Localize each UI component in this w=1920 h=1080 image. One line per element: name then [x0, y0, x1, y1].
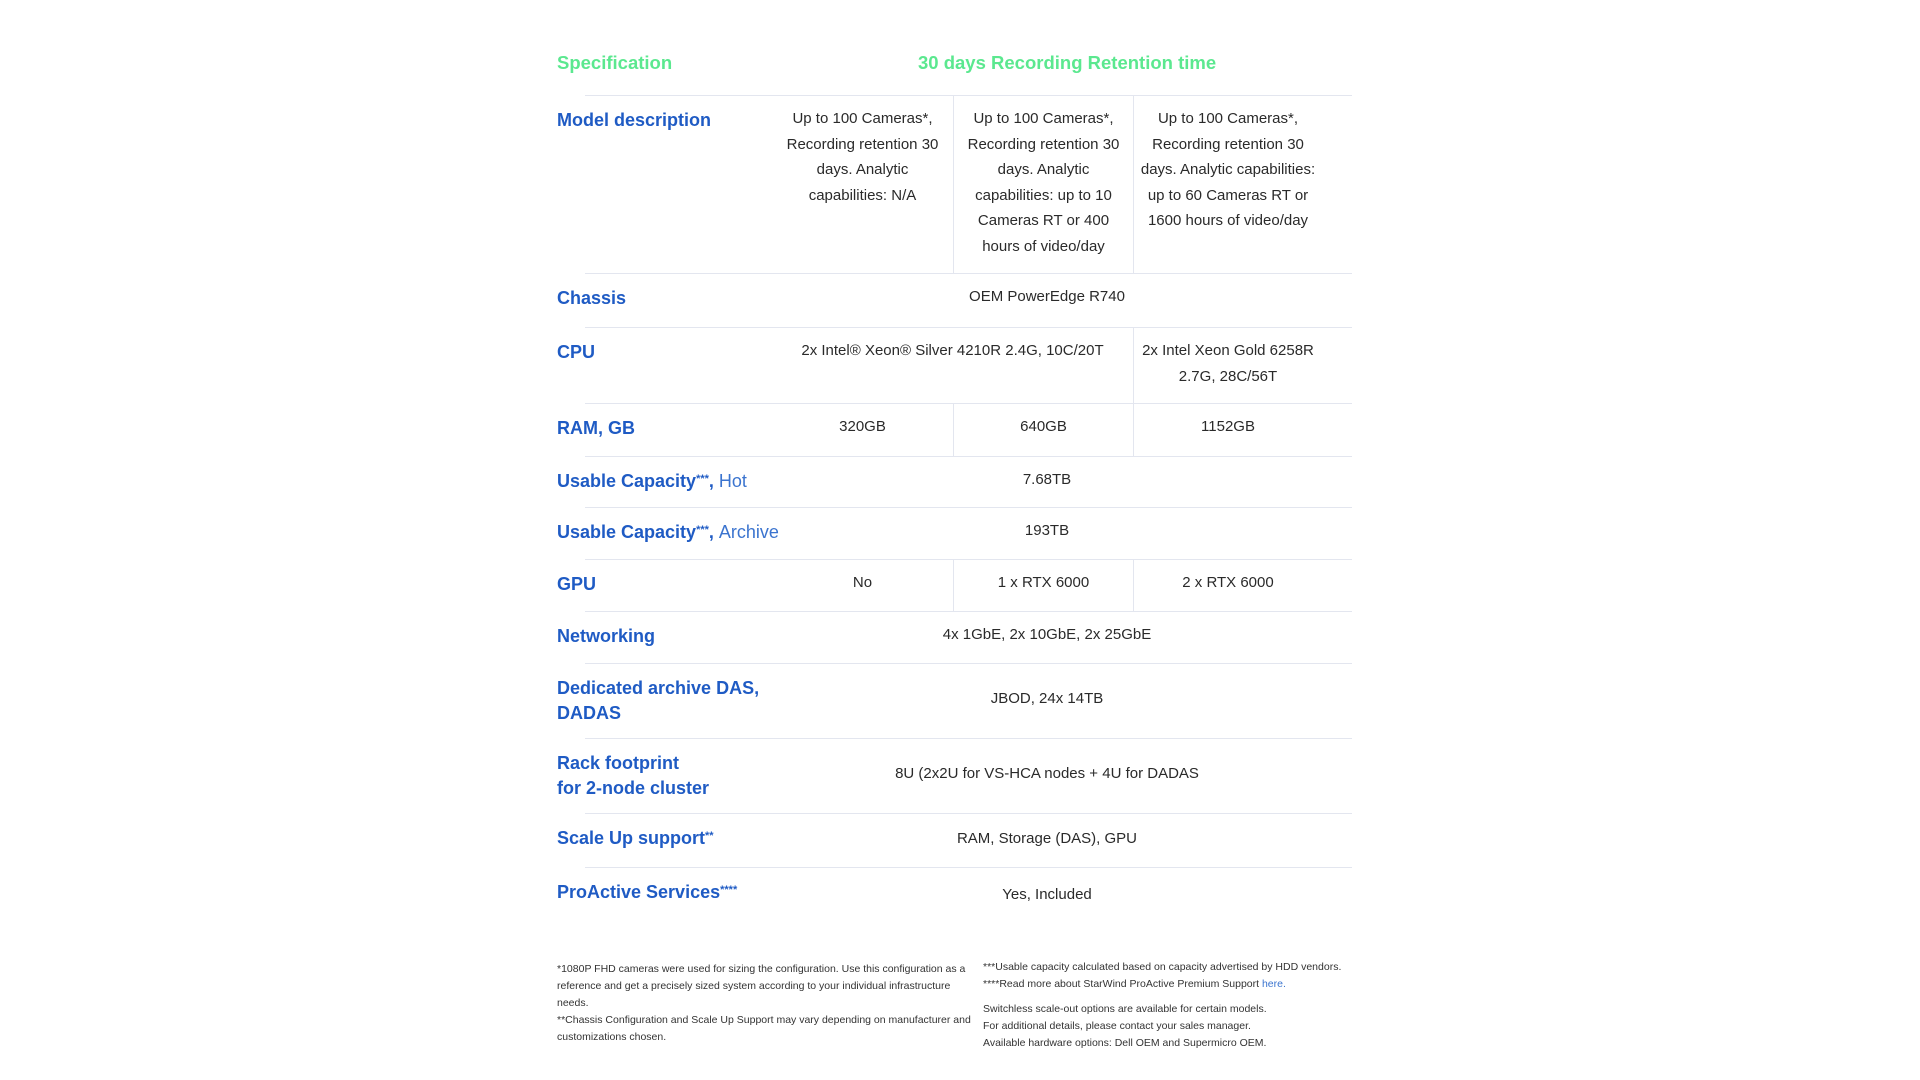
cell-model-1: Up to 100 Cameras*, Recording retention 30 days. Analytic capabilities: N/A — [786, 110, 939, 204]
footnote-chassis: **Chassis Configuration and Scale Up Support may vary depending on manufacturer and customizations chosen. — [557, 1014, 971, 1043]
footnote-text: ****Read more about StarWind ProActive Premium Support — [983, 978, 1262, 990]
note-contact: For additional details, please contact your sales manager. — [983, 1020, 1251, 1032]
cell-proactive: Yes, Included — [1002, 886, 1092, 903]
cell-gpu-1: No — [852, 574, 873, 591]
retention-heading: 30 days Recording Retention time — [918, 52, 1217, 73]
row-label: RAM, GB — [557, 418, 635, 438]
row-label: GPU — [557, 574, 597, 594]
row-gpu — [557, 559, 1352, 611]
row-scale-up-support — [557, 813, 1352, 867]
specification-heading: Specification — [557, 52, 673, 73]
footnotes-left — [557, 961, 977, 1046]
cell-gpu-3: 2 x RTX 6000 — [1133, 560, 1322, 611]
row-dedicated-archive-das — [557, 663, 1352, 738]
footnotes-right — [983, 959, 1403, 1052]
label-suffix: Archive — [718, 522, 779, 542]
footnote-marker: *** — [696, 473, 709, 485]
footnote-marker: **** — [720, 884, 738, 896]
cell-ram-3: 1152GB — [1133, 404, 1322, 456]
row-label: Usable Capacity***, Hot — [557, 471, 747, 491]
row-label: Usable Capacity***, Archive — [557, 522, 779, 542]
row-label: CPU — [557, 342, 596, 362]
spec-table — [557, 95, 1352, 918]
row-rack-footprint — [557, 738, 1352, 813]
cell-das: JBOD, 24x 14TB — [990, 690, 1104, 707]
row-usable-capacity-hot — [557, 456, 1352, 507]
footnote-marker: ** — [705, 830, 714, 842]
cell-model-2: Up to 100 Cameras*, Recording retention 30 days. Analytic capabilities: up to 10 Cameras RT or 400 hours of video/day — [953, 96, 1133, 273]
row-label — [557, 880, 792, 905]
row-usable-capacity-archive — [557, 507, 1352, 559]
label-text: Usable Capacity — [557, 522, 697, 542]
label-line: DADAS — [557, 703, 622, 723]
row-label: Model description — [557, 110, 712, 130]
label-suffix: Hot — [718, 471, 747, 491]
label-text: ProActive Services — [557, 882, 721, 902]
cell-ram-1: 320GB — [839, 418, 886, 435]
cell-chassis: OEM PowerEdge R740 — [969, 288, 1125, 305]
cell-gpu-2: 1 x RTX 6000 — [953, 560, 1133, 611]
row-model-description — [557, 95, 1352, 273]
footnote-marker: *** — [696, 524, 709, 536]
cell-rack: 8U (2x2U for VS-HCA nodes + 4U for DADAS — [895, 765, 1199, 782]
footnote-proactive — [983, 976, 1403, 993]
row-networking — [557, 611, 1352, 663]
cell-archive: 193TB — [1024, 522, 1070, 539]
cell-networking: 4x 1GbE, 2x 10GbE, 2x 25GbE — [942, 626, 1152, 643]
cell-scale: RAM, Storage (DAS), GPU — [956, 830, 1138, 847]
proactive-support-link[interactable]: here. — [1261, 978, 1286, 990]
cell-hot: 7.68TB — [1022, 471, 1072, 488]
note-hardware: Available hardware options: Dell OEM and Supermicro OEM. — [983, 1037, 1267, 1049]
label-line: Rack footprint — [557, 753, 680, 773]
footnote-usable-capacity: ***Usable capacity calculated based on capacity advertised by HDD vendors. — [983, 961, 1342, 973]
label-line: Dedicated archive DAS, — [557, 678, 760, 698]
row-ram — [557, 403, 1352, 456]
spacer — [983, 993, 1403, 1001]
footnote-cameras: *1080P FHD cameras were used for sizing the configuration. Use this configuration as a reference and get a precisely sized system according to your individual infrastructure needs. — [557, 963, 966, 1009]
cell-cpu-gold: 2x Intel Xeon Gold 6258R 2.7G, 28C/56T — [1133, 328, 1322, 403]
cell-model-3: Up to 100 Cameras*, Recording retention 30 days. Analytic capabilities: up to 60 Cameras RT or 1600 hours of video/day — [1133, 96, 1322, 273]
label-text: Scale Up support — [557, 828, 706, 848]
label-line: for 2-node cluster — [557, 778, 710, 798]
row-label: Networking — [557, 626, 656, 646]
label-text: Usable Capacity — [557, 471, 697, 491]
row-chassis — [557, 273, 1352, 327]
cell-ram-2: 640GB — [953, 404, 1133, 456]
row-label — [557, 676, 792, 726]
note-switchless: Switchless scale-out options are available for certain models. — [983, 1003, 1267, 1015]
row-label — [557, 751, 792, 801]
row-proactive-services — [557, 867, 1352, 918]
row-cpu — [557, 327, 1352, 403]
row-label: Chassis — [557, 288, 627, 308]
row-label — [557, 826, 792, 851]
cell-cpu-silver: 2x Intel® Xeon® Silver 4210R 2.4G, 10C/20T — [801, 342, 1104, 359]
